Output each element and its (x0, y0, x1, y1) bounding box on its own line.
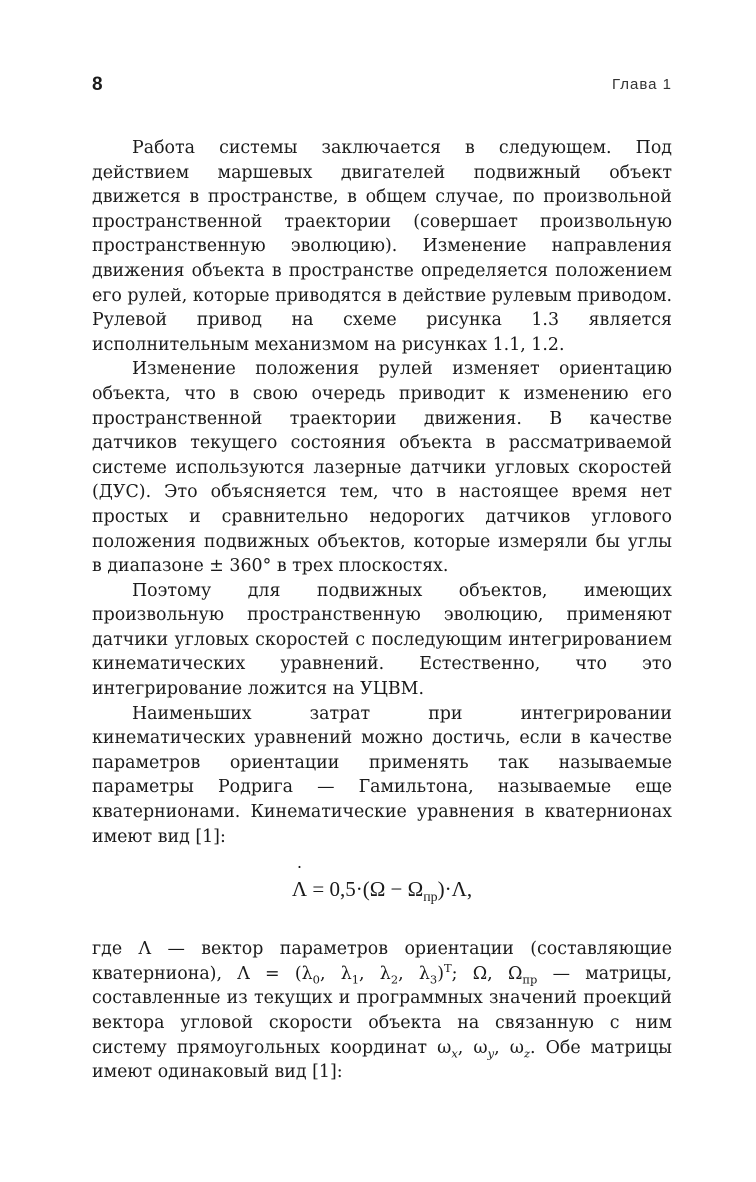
formula-middle: = 0,5·(Ω − Ω (307, 877, 424, 902)
text-fragment: . Обе матрицы имеют одинаковый вид [1]: (92, 1037, 673, 1083)
text-fragment: ) (437, 963, 445, 984)
formula-end: )·Λ, (437, 877, 473, 902)
formula-lambda-dot: ˙ Λ (292, 875, 307, 903)
subscript-3: 3 (429, 972, 438, 987)
text-fragment: где Λ — вектор параметров ориентации (составляющие кватерниона), Λ = (λ (92, 939, 672, 984)
text-fragment: , λ (398, 963, 430, 984)
body-text (92, 136, 672, 1085)
paragraph-formula-explanation (92, 937, 672, 1085)
subscript-z: z (523, 1046, 530, 1061)
subscript-y: y (487, 1046, 495, 1061)
paragraph-quaternions: Наименьших затрат при интегрировании кинематических уравнений можно достичь, если в качестве параметров ориентации применять так называемые параметры Родрига — Гамильтона, называемые еще кватернионами. Кинематические уравнения в кватернионах имеют вид [1]: (92, 703, 672, 847)
chapter-label: Глава 1 (611, 76, 672, 93)
text-fragment: , λ (359, 963, 391, 984)
formula-subscript: пр (423, 889, 438, 905)
subscript-x: x (451, 1046, 458, 1061)
text-fragment: — матрицы, составленные из текущих и программных значений проекций вектора угловой скорости объекта на связанную с ним систему прямоугольных координат ω (92, 963, 673, 1058)
text-fragment: , ω (494, 1037, 524, 1058)
paragraph-system-operation: Работа системы заключается в следующем. Под действием маршевых двигателей подвижный объект движется в пространстве, в общем случае, по произвольной пространственной траектории (совершает произвольную пространственную эволюцию). Изменение направления движения объекта в пространстве определяется положением его рулей, которые приводятся в действие рулевым приводом. Рулевой привод на схеме рисунка 1.3 является исполнительным механизмом на рисунках 1.1, 1.2. (92, 138, 672, 355)
paragraph-rudder-orientation: Изменение положения рулей изменяет ориентацию объекта, что в свою очередь приводит к изменению его пространственной траектории движения. В качестве датчиков текущего состояния объекта в рассматриваемой системе используются лазерные датчики угловых скоростей (ДУС). Это объясняется тем, что в настоящее время нет простых и сравнительно недорогих датчиков углового положения подвижных объектов, которые измеряли бы углы в диапазоне ± 360° в трех плоскостях. (92, 359, 672, 577)
kinematic-equation (92, 875, 672, 903)
subscript-1: 1 (351, 972, 360, 987)
text-fragment: , λ (319, 963, 352, 984)
paragraph-angular-rate-sensors: Поэтому для подвижных объектов, имеющих произвольную пространственную эволюцию, применяют датчики угловых скоростей с последующим интегрированием кинематических уравнений. Естественно, что это интегрирование ложится на УЦВМ. (92, 580, 672, 700)
text-fragment: , ω (457, 1037, 488, 1058)
subscript-2: 2 (390, 972, 399, 987)
superscript-t: Т (444, 961, 452, 976)
subscript-pr: пр (522, 972, 538, 987)
running-head (92, 74, 672, 98)
page-number: 8 (92, 74, 103, 95)
text-fragment: ; Ω, Ω (451, 963, 523, 984)
subscript-0: 0 (312, 972, 320, 987)
